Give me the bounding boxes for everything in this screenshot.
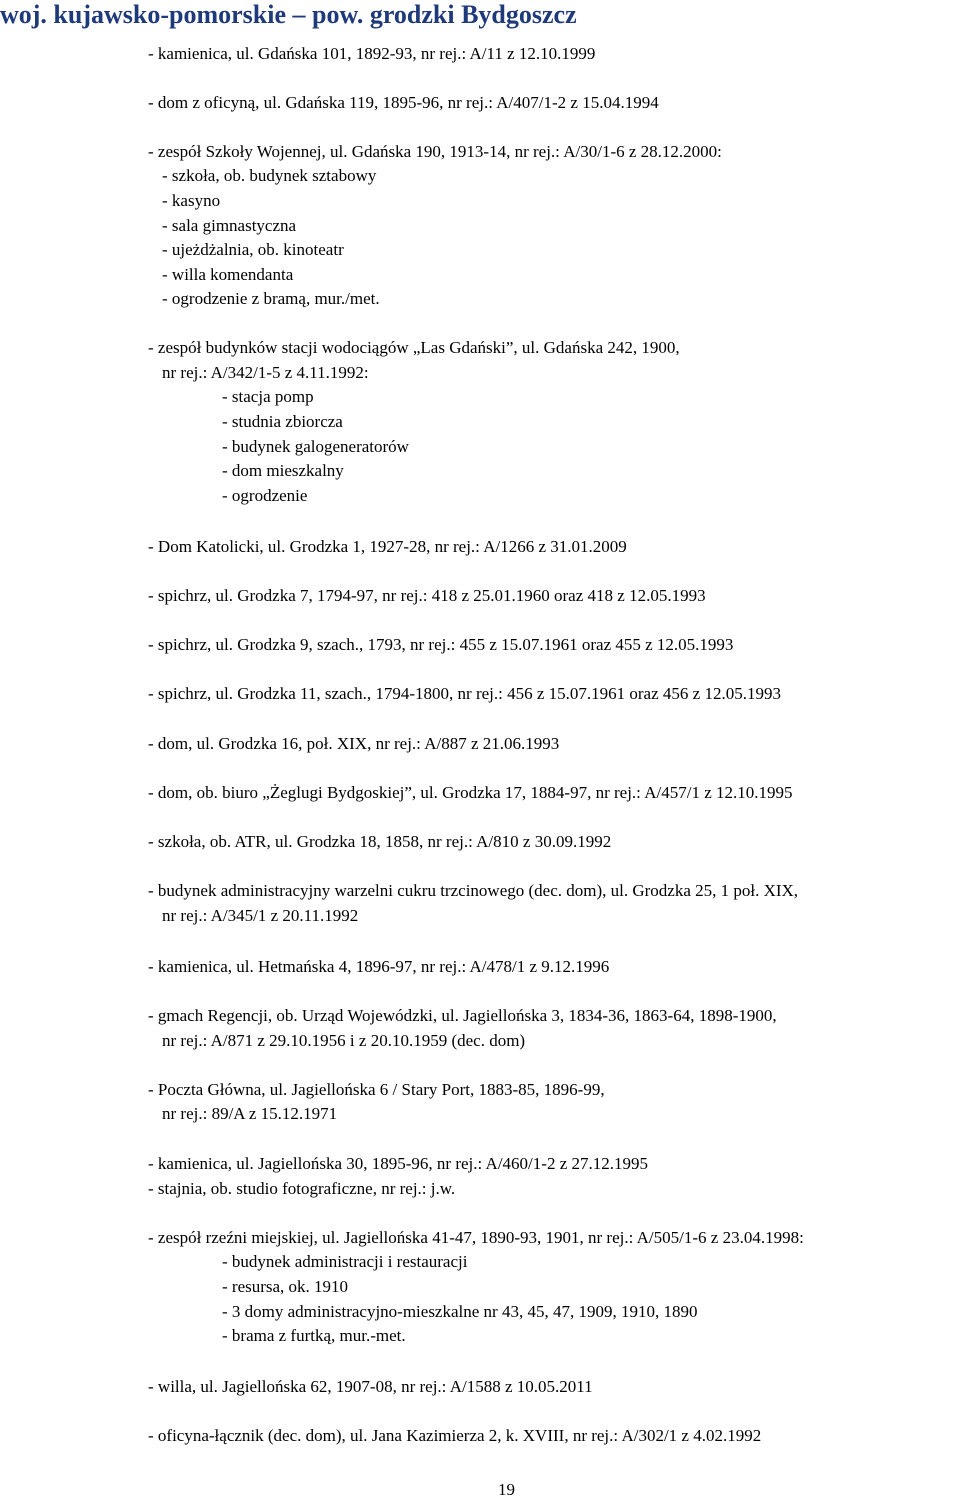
list-item: - resursa, ok. 1910 [222,1277,349,1296]
list-item: nr rej.: 89/A z 15.12.1971 [162,1104,338,1123]
list-item: - studnia zbiorcza [222,412,343,431]
page-number: 19 [498,1480,515,1499]
list-item: - kamienica, ul. Hetmańska 4, 1896-97, nr rej.: A/478/1 z 9.12.1996 [148,957,610,976]
list-item: - 3 domy administracyjno-mieszkalne nr 43, 45, 47, 1909, 1910, 1890 [222,1302,698,1321]
list-item: nr rej.: A/345/1 z 20.11.1992 [162,906,359,925]
list-item: - budynek administracyjny warzelni cukru trzcinowego (dec. dom), ul. Grodzka 25, 1 poł. XIX, [148,881,799,900]
list-item: - dom, ob. biuro „Żeglugi Bydgoskiej”, ul. Grodzka 17, 1884-97, nr rej.: A/457/1 z 12.10.1995 [148,783,793,802]
list-item: - ogrodzenie z bramą, mur./met. [162,289,380,308]
list-item: - spichrz, ul. Grodzka 7, 1794-97, nr rej.: 418 z 25.01.1960 oraz 418 z 12.05.1993 [148,586,706,605]
page-title: woj. kujawsko-pomorskie – pow. grodzki Bydgoszcz [0,0,577,29]
list-item: - willa, ul. Jagiellońska 62, 1907-08, nr rej.: A/1588 z 10.05.2011 [148,1377,593,1396]
list-item: - ogrodzenie [222,486,308,505]
list-item: - Dom Katolicki, ul. Grodzka 1, 1927-28, nr rej.: A/1266 z 31.01.2009 [148,537,627,556]
list-item: - kamienica, ul. Gdańska 101, 1892-93, nr rej.: A/11 z 12.10.1999 [148,44,596,63]
list-item: - dom, ul. Grodzka 16, poł. XIX, nr rej.: A/887 z 21.06.1993 [148,734,560,753]
list-item: - gmach Regencji, ob. Urząd Wojewódzki, ul. Jagiellońska 3, 1834-36, 1863-64, 1898-1900, [148,1006,777,1025]
list-item: - budynek administracji i restauracji [222,1252,468,1271]
list-item: - brama z furtką, mur.-met. [222,1326,406,1345]
list-item: - Poczta Główna, ul. Jagiellońska 6 / Stary Port, 1883-85, 1896-99, [148,1080,605,1099]
list-item: - szkoła, ob. ATR, ul. Grodzka 18, 1858, nr rej.: A/810 z 30.09.1992 [148,832,612,851]
list-item: - zespół rzeźni miejskiej, ul. Jagiellońska 41-47, 1890-93, 1901, nr rej.: A/505/1-6 z 23.04.1998: [148,1228,804,1247]
list-item: - stacja pomp [222,387,314,406]
list-item: - spichrz, ul. Grodzka 11, szach., 1794-1800, nr rej.: 456 z 15.07.1961 oraz 456 z 12.05.1993 [148,684,781,703]
list-item: nr rej.: A/871 z 29.10.1956 i z 20.10.1959 (dec. dom) [162,1031,526,1050]
list-item: - stajnia, ob. studio fotograficzne, nr rej.: j.w. [148,1179,456,1198]
list-item: nr rej.: A/342/1-5 z 4.11.1992: [162,363,369,382]
list-item: - zespół budynków stacji wodociągów „Las Gdański”, ul. Gdańska 242, 1900, [148,338,680,357]
list-item: - oficyna-łącznik (dec. dom), ul. Jana Kazimierza 2, k. XVIII, nr rej.: A/302/1 z 4.02.1992 [148,1426,762,1445]
list-item: - willa komendanta [162,265,294,284]
list-item: - dom z oficyną, ul. Gdańska 119, 1895-96, nr rej.: A/407/1-2 z 15.04.1994 [148,93,659,112]
list-item: - budynek galogeneratorów [222,437,409,456]
list-item: - sala gimnastyczna [162,216,297,235]
list-item: - dom mieszkalny [222,461,344,480]
list-item: - spichrz, ul. Grodzka 9, szach., 1793, nr rej.: 455 z 15.07.1961 oraz 455 z 12.05.1993 [148,635,734,654]
list-item: - zespół Szkoły Wojennej, ul. Gdańska 190, 1913-14, nr rej.: A/30/1-6 z 28.12.2000: [148,142,722,161]
list-item: - kamienica, ul. Jagiellońska 30, 1895-96, nr rej.: A/460/1-2 z 27.12.1995 [148,1154,648,1173]
list-item: - ujeżdżalnia, ob. kinoteatr [162,240,344,259]
list-item: - kasyno [162,191,221,210]
list-item: - szkoła, ob. budynek sztabowy [162,166,377,185]
